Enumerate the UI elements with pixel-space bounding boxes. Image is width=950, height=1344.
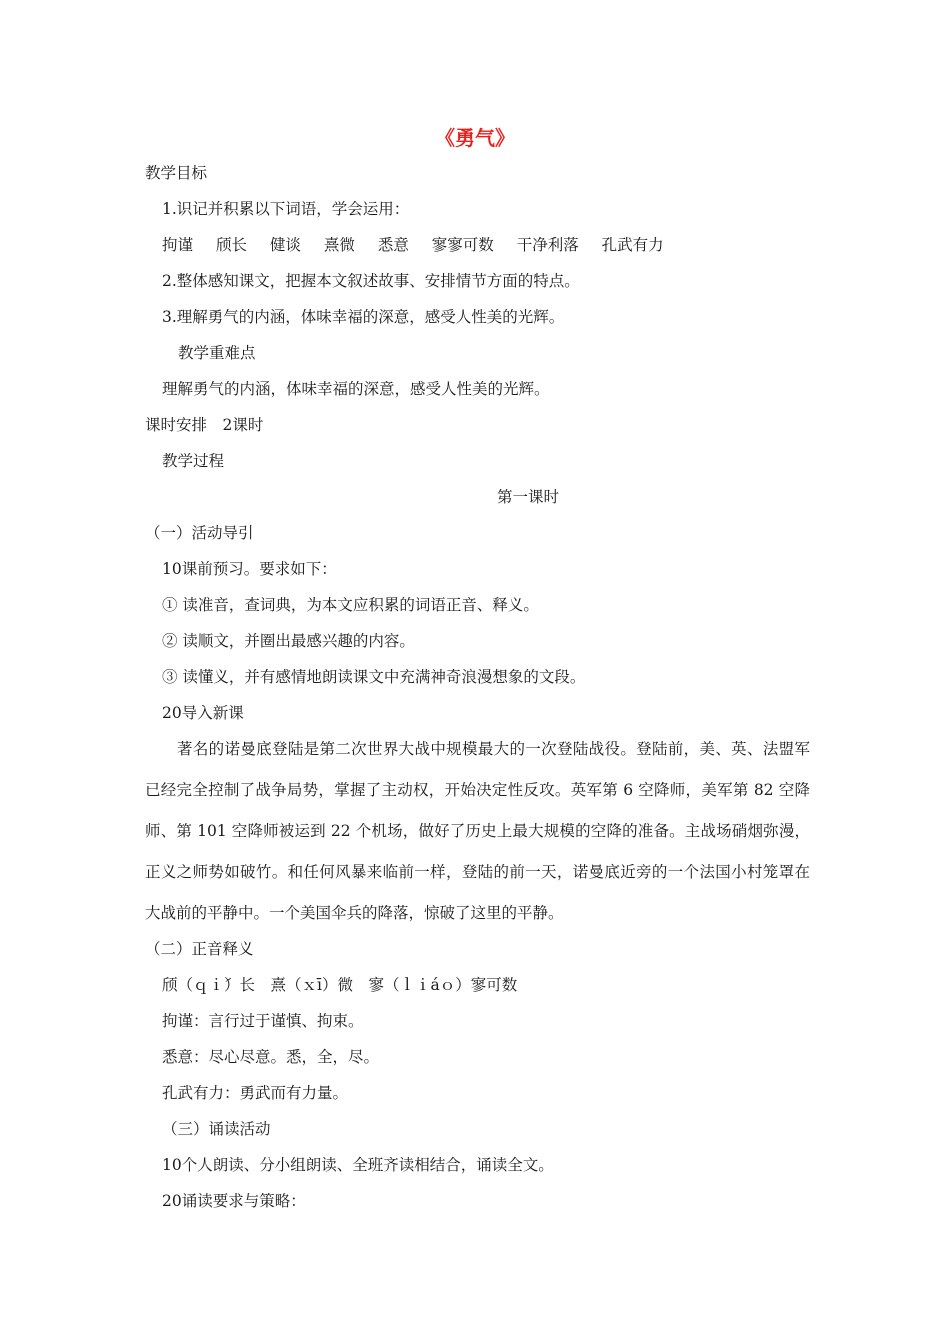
intro-heading: 20导入新课 [162,704,244,722]
vocab-word: 颀长 [215,236,247,254]
definition-2: 悉意：尽心尽意。悉，全，尽。 [162,1048,380,1066]
preview-item-2: ② 读顺文，并圈出最感兴趣的内容。 [162,632,415,650]
lesson-heading: 第一课时 [497,488,560,506]
section-heading-3: （三）诵读活动 [162,1120,271,1138]
vocab-list [162,235,682,255]
vocab-word: 拘谨 [162,236,194,254]
section-heading-2: （二）正音释义 [145,940,254,958]
key-points-heading: 教学重难点 [178,344,256,362]
pinyin-line: 颀（ｑｉ́）长 熹（ｘī）微 寥（ｌｉáｏ）寥可数 [162,976,518,994]
vocab-word: 寥寥可数 [431,236,494,254]
goal-3: 3.理解勇气的内涵，体味幸福的深意，感受人性美的光辉。 [162,308,565,326]
schedule-line: 课时安排 2课时 [145,416,264,434]
vocab-word: 熹微 [323,236,355,254]
reading-line-2: 20诵读要求与策略： [162,1192,306,1210]
vocab-word: 孔武有力 [601,236,664,254]
vocab-word: 干净利落 [516,236,579,254]
process-heading: 教学过程 [162,452,225,470]
definition-1: 拘谨：言行过于谨慎、拘束。 [162,1012,364,1030]
vocab-word: 悉意 [377,236,409,254]
preview-line: 10课前预习。要求如下： [162,560,337,578]
document-title: 《勇气》 [435,126,515,150]
goals-heading: 教学目标 [145,164,208,182]
reading-line-1: 10个人朗读、分小组朗读、全班齐读相结合，诵读全文。 [162,1156,554,1174]
key-points-text: 理解勇气的内涵，体味幸福的深意，感受人性美的光辉。 [162,380,550,398]
section-heading-1: （一）活动导引 [145,524,254,542]
goal-1: 1.识记并积累以下词语，学会运用： [162,200,410,218]
preview-item-3: ③ 读懂义，并有感情地朗读课文中充满神奇浪漫想象的文段。 [162,668,586,686]
vocab-word: 健谈 [269,236,301,254]
intro-paragraph: 著名的诺曼底登陆是第二次世界大战中规模最大的一次登陆战役。登陆前，美、英、法盟军已经完全控制了战争局势，掌握了主动权，开始决定性反攻。英军第 6 空降师，美军第 82 空降师、第 101 空降师被运到 22 个机场，做好了历史上最大规模的空降的准备。主战场硝烟弥漫，正义之师势如破竹。和任何风暴来临前一样，登陆的前一天，诺曼底近旁的一个法国小村笼罩在大战前的平静中。一个美国伞兵的降落，惊破了这里的平静。 [145,740,810,922]
definition-3: 孔武有力：勇武而有力量。 [162,1084,349,1102]
goal-2: 2.整体感知课文，把握本文叙述故事、安排情节方面的特点。 [162,272,580,290]
preview-item-1: ① 读准音，查词典，为本文应积累的词语正音、释义。 [162,596,539,614]
